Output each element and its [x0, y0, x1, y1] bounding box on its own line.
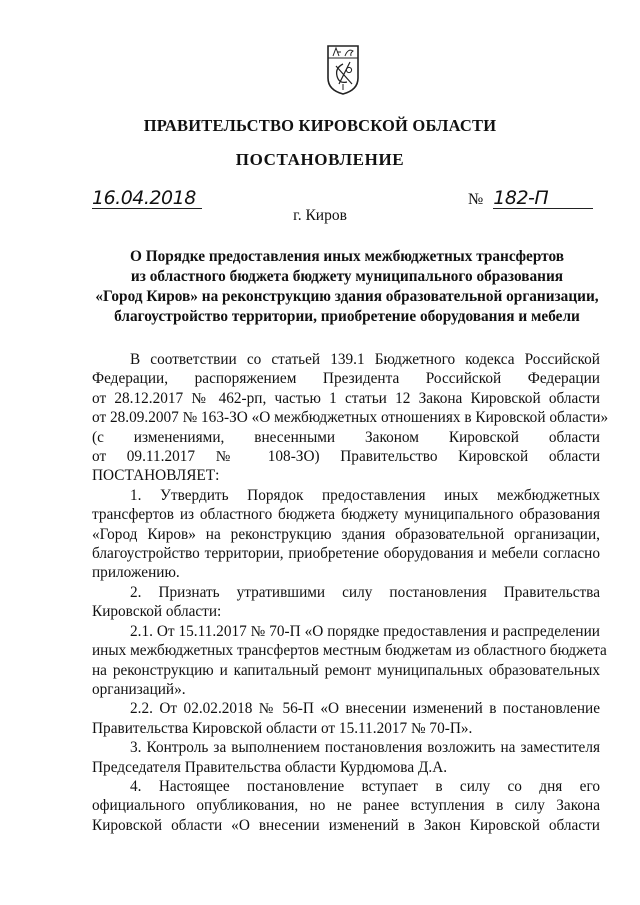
body-line: благоустройство территории, приобретение оборудования и мебели согласно [92, 545, 600, 563]
body-line: Правительства Кировской области от 15.11.2017 № 70-П». [92, 719, 473, 737]
document-body [92, 350, 609, 835]
body-line: иных межбюджетных трансфертов местным бюджетам из областного бюджета [92, 642, 607, 660]
body-line: на реконструкцию и капитальный ремонт муниципальных образовательных [92, 661, 600, 679]
body-line: 4. Настоящее постановление вступает в силу со дня его [130, 777, 600, 795]
document-number [468, 188, 593, 209]
body-line: трансфертов из областного бюджета бюджету муниципального образования [92, 506, 600, 524]
city-name: г. Киров [293, 207, 347, 224]
title-line: О Порядке предоставления иных межбюджетных трансфертов [130, 248, 564, 265]
title-line: благоустройство территории, приобретение оборудования и мебели [114, 308, 580, 325]
body-line: «Город Киров» на реконструкцию здания образовательной организации, [92, 525, 600, 543]
body-line: 2. Признать утратившими силу постановления Правительства [130, 583, 600, 601]
number-value: 182-П [493, 188, 593, 209]
body-line: 3. Контроль за выполнением постановления возложить на заместителя [130, 739, 600, 757]
body-line: официального опубликования, но не ранее вступления в силу Закона [92, 797, 600, 815]
body-line: (с изменениями, внесенными Законом Кировской области [92, 428, 600, 446]
document-type: ПОСТАНОВЛЕНИЕ [235, 150, 405, 169]
document-title [92, 247, 602, 327]
body-line: ПОСТАНОВЛЯЕТ: [92, 467, 220, 485]
body-line: Кировской области «О внесении изменений в Закон Кировской области [92, 816, 600, 834]
body-line: приложению. [92, 564, 180, 582]
number-sign: № [468, 191, 484, 208]
government-name: ПРАВИТЕЛЬСТВО КИРОВСКОЙ ОБЛАСТИ [143, 116, 497, 135]
title-line: из областного бюджета бюджету муниципального образования [130, 268, 564, 285]
body-line: 1. Утвердить Порядок предоставления иных межбюджетных [130, 486, 600, 504]
kirov-coat-of-arms-icon [326, 44, 360, 96]
body-line: В соответствии со статьей 139.1 Бюджетного кодекса Российской [130, 351, 600, 368]
body-line: от 09.11.2017 № 108-ЗО) Правительство Кировской области [92, 448, 600, 466]
body-line: организаций». [92, 680, 186, 698]
body-line: от 28.09.2007 № 163-ЗО «О межбюджетных отношениях в Кировской области» [92, 409, 609, 427]
document-date: 16.04.2018 [92, 188, 202, 209]
body-line: Кировской области: [92, 603, 222, 621]
body-line: от 28.12.2017 № 462-рп, частью 1 статьи 12 Закона Кировской области [92, 389, 600, 407]
body-line: Председателя Правительства области Курдюмова Д.А. [92, 758, 448, 776]
body-line: 2.2. От 02.02.2018 № 56-П «О внесении изменений в постановление [130, 700, 600, 718]
body-line: Федерации, распоряжением Президента Российской Федерации [92, 370, 600, 388]
title-line: «Город Киров» на реконструкцию здания образовательной организации, [95, 288, 599, 305]
body-line: 2.1. От 15.11.2017 № 70-П «О порядке предоставления и распределении [130, 622, 600, 640]
